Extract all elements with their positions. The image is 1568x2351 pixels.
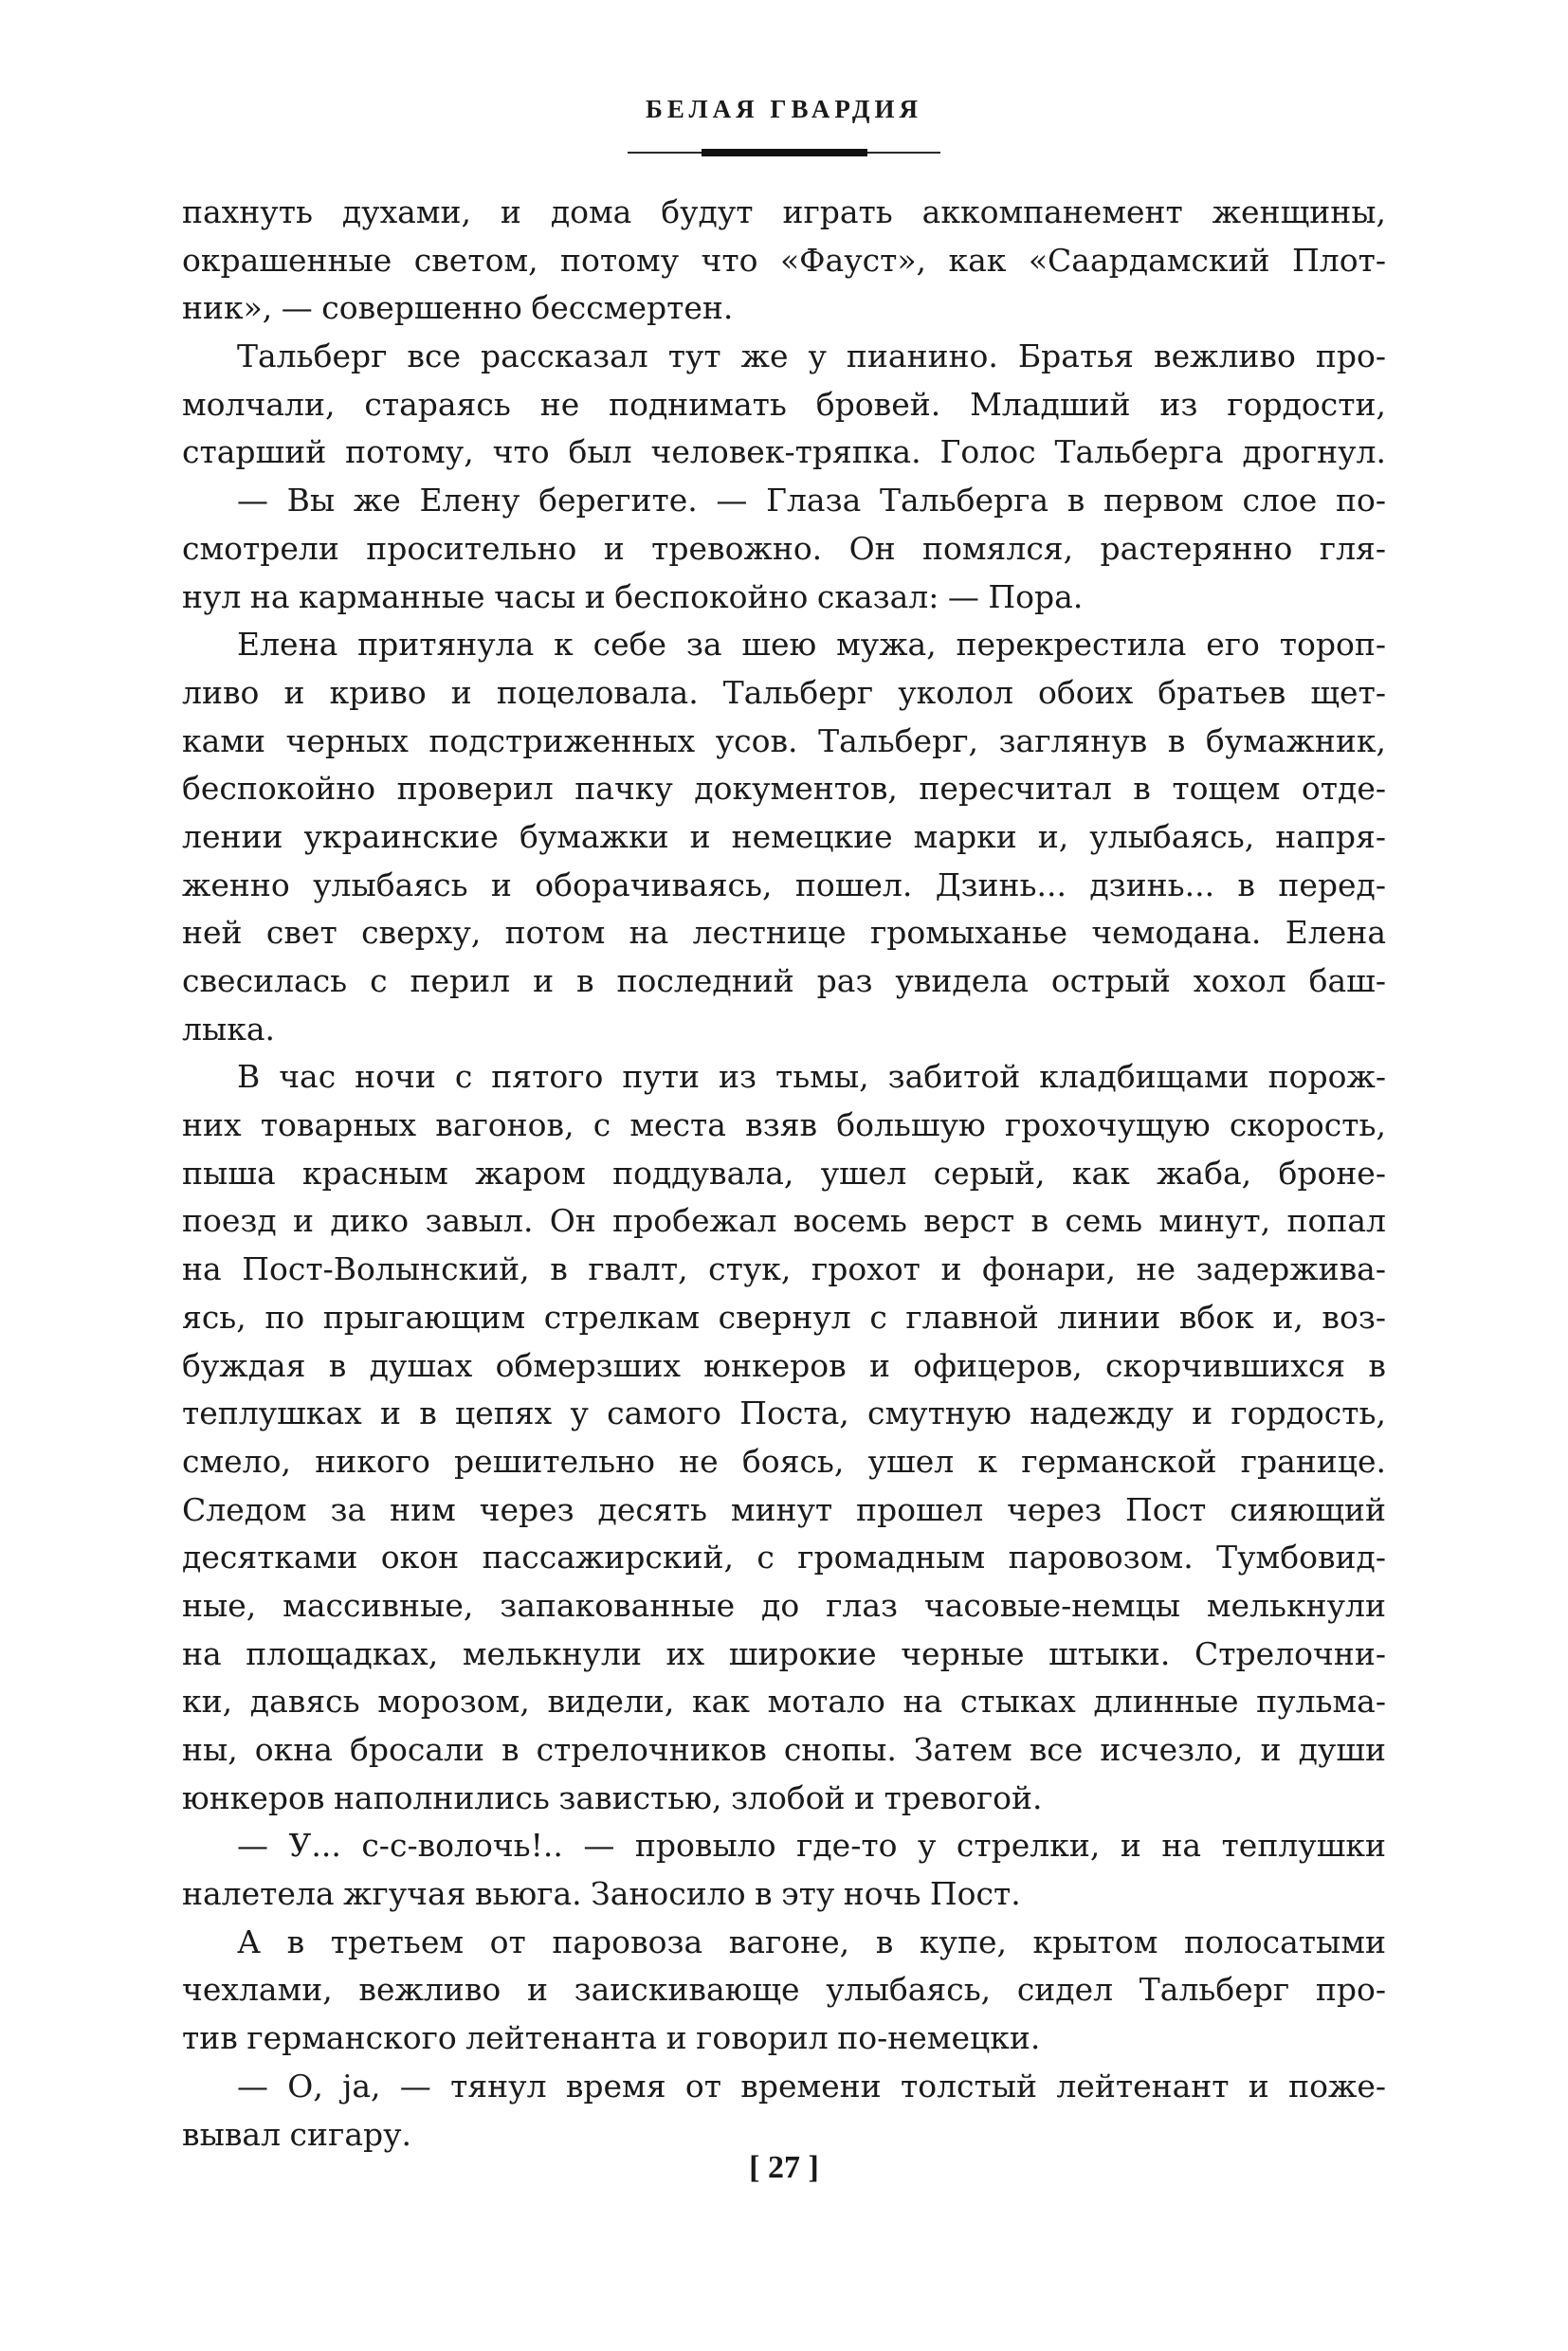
- text-line: А в третьем от паровоза вагоне, в купе, крытом полосатыми: [237, 1923, 1386, 1960]
- text-line: свесилась с перил и в последний раз увидела острый хохол баш-: [182, 962, 1386, 999]
- text-line: лении украинские бумажки и немецкие марки и, улыбаясь, напря-: [182, 817, 1386, 855]
- page-number: [ 27 ]: [749, 2150, 819, 2185]
- text-line: ками черных подстриженных усов. Тальберг, заглянув в бумажник,: [182, 721, 1386, 759]
- text-line: ки, давясь морозом, видели, как мотало на стыках длинные пульма-: [182, 1683, 1386, 1721]
- text-line: окрашенные светом, потому что «Фауст», как «Саардамский Плот-: [182, 241, 1386, 279]
- text-line: юнкеров наполнились завистью, злобой и тревогой.: [182, 1778, 1043, 1816]
- text-line: нул на карманные часы и беспокойно сказал: — Пора.: [182, 577, 1084, 615]
- running-head-title: БЕЛАЯ ГВАРДИЯ: [645, 95, 923, 123]
- text-line: Елена притянула к себе за шею мужа, перекрестила его тороп-: [237, 626, 1386, 664]
- text-line: ливо и криво и поцеловала. Тальберг уколол обоих братьев щет-: [182, 673, 1386, 711]
- text-line: — У... с-с-волочь!.. — провыло где-то у стрелки, и на теплушки: [237, 1827, 1386, 1865]
- text-line: смело, никого решительно не боясь, ушел к германской границе.: [182, 1442, 1386, 1480]
- text-line: буждая в душах обмерзших юнкеров и офицеров, скорчившихся в: [182, 1346, 1386, 1384]
- text-line: тив германского лейтенанта и говорил по-немецки.: [182, 2019, 1041, 2057]
- text-line: на площадках, мелькнули их широкие черные штыки. Стрелочни-: [182, 1634, 1386, 1672]
- text-line: Тальберг все рассказал тут же у пианино. Братья вежливо про-: [237, 337, 1386, 375]
- text-line: смотрели просительно и тревожно. Он помялся, растерянно гля-: [182, 529, 1386, 567]
- text-line: женно улыбаясь и оборачиваясь, пошел. Дзинь... дзинь... в перед-: [182, 866, 1386, 903]
- text-line: ник», — совершенно бессмертен.: [182, 289, 734, 327]
- text-line: ны, окна бросали в стрелочников снопы. Затем все исчезло, и души: [182, 1731, 1386, 1768]
- text-line: ные, массивные, запакованные до глаз часовые-немцы мелькнули: [182, 1586, 1386, 1624]
- text-line: на Пост-Волынский, в гвалт, стук, грохот и фонари, не задержива-: [182, 1250, 1386, 1288]
- text-line: молчали, стараясь не поднимать бровей. Младший из гордости,: [182, 385, 1386, 423]
- text-line: — О, ja, — тянул время от времени толстый лейтенант и поже-: [237, 2067, 1386, 2105]
- text-line: вывал сигару.: [182, 2115, 412, 2153]
- text-line: них товарных вагонов, с места взяв большую грохочущую скорость,: [182, 1106, 1386, 1144]
- text-line: беспокойно проверил пачку документов, пересчитал в тощем отде-: [182, 770, 1386, 808]
- body-text: [182, 189, 1386, 2159]
- running-head-rule-accent: [702, 149, 867, 156]
- text-line: чехлами, вежливо и заискивающе улыбаясь, сидел Тальберг про-: [182, 1971, 1386, 2009]
- text-line: ней свет сверху, потом на лестнице громыханье чемодана. Елена: [182, 914, 1386, 952]
- text-line: В час ночи с пятого пути из тьмы, забитой кладбищами порож-: [237, 1058, 1386, 1096]
- text-line: налетела жгучая вьюга. Заносило в эту ночь Пост.: [182, 1875, 1021, 1913]
- text-line: Следом за ним через десять минут прошел через Пост сияющий: [182, 1490, 1386, 1528]
- text-line: старший потому, что был человек-тряпка. Голос Тальберга дрогнул.: [182, 433, 1386, 471]
- text-line: пыша красным жаром поддувала, ушел серый, как жаба, броне-: [182, 1154, 1386, 1192]
- text-line: пахнуть духами, и дома будут играть аккомпанемент женщины,: [182, 193, 1386, 230]
- text-line: теплушках и в цепях у самого Поста, смутную надежду и гордость,: [182, 1394, 1386, 1432]
- text-line: ясь, по прыгающим стрелкам свернул с главной линии вбок и, воз-: [182, 1298, 1386, 1336]
- text-line: — Вы же Елену берегите. — Глаза Тальберга в первом слое по-: [237, 482, 1386, 519]
- running-head: [0, 95, 1568, 124]
- text-line: лыка.: [182, 1010, 276, 1048]
- text-line: десятками окон пассажирский, с громадным паровозом. Тумбовид-: [182, 1539, 1386, 1576]
- text-line: поезд и дико завыл. Он пробежал восемь верст в семь минут, попал: [182, 1202, 1386, 1240]
